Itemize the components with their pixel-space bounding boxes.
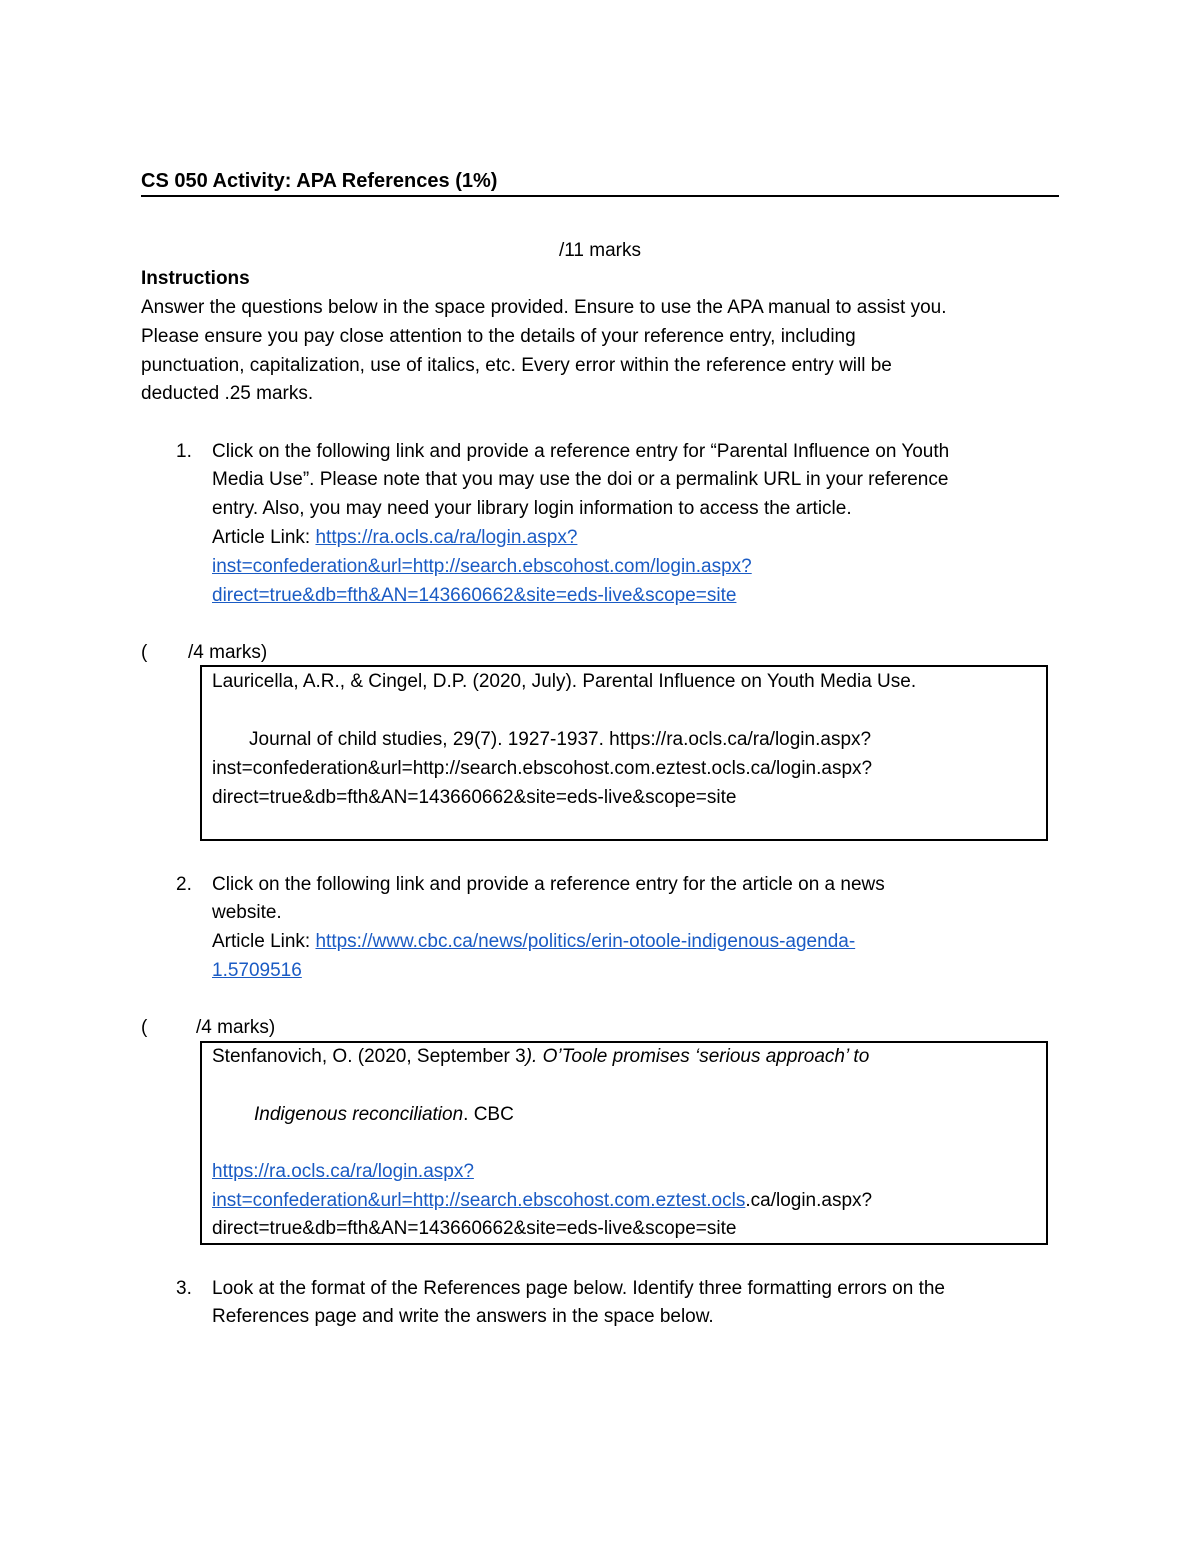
marks-paren: ( — [141, 642, 148, 663]
marks-paren: ( — [141, 1017, 148, 1038]
article-link-label: Article Link: — [212, 931, 316, 952]
marks-label: /4 marks) — [188, 642, 268, 663]
question-number: 1. — [176, 441, 192, 462]
article-link[interactable]: https://ra.ocls.ca/ra/login.aspx? — [315, 527, 578, 548]
article-link-label: Article Link: — [212, 527, 316, 548]
answer-text: direct=true&db=fth&AN=143660662&site=eds-live&scope=site — [212, 1218, 737, 1239]
answer-link[interactable]: inst=confederation&url=http://search.ebscohost.com.eztest.ocls — [212, 1190, 746, 1211]
question-text: website. — [212, 902, 282, 923]
article-link[interactable]: 1.5709516 — [212, 960, 302, 981]
article-link[interactable]: direct=true&db=fth&AN=143660662&site=eds-live&scope=site — [212, 585, 737, 606]
answer-text-plain: . CBC — [463, 1104, 514, 1125]
article-link-row — [212, 928, 855, 956]
answer-text-italic: Indigenous reconciliation — [254, 1104, 464, 1125]
answer-text-plain: Stenfanovich, O. (2020, September 3 — [212, 1046, 526, 1067]
answer-text: inst=confederation&url=http://search.ebscohost.com.eztest.ocls.ca/login.aspx? — [212, 758, 873, 779]
marks-label: /4 marks) — [196, 1017, 276, 1038]
instructions-line: Answer the questions below in the space provided. Ensure to use the APA manual to assist you. — [141, 297, 947, 318]
question-number: 3. — [176, 1278, 192, 1299]
instructions-line: punctuation, capitalization, use of italics, etc. Every error within the reference entry will be — [141, 355, 892, 376]
instructions-line: Please ensure you pay close attention to the details of your reference entry, including — [141, 326, 856, 347]
answer-text: Lauricella, A.R., & Cingel, D.P. (2020, July). Parental Influence on Youth Media Use. — [212, 671, 917, 692]
question-text: Media Use”. Please note that you may use the doi or a permalink URL in your reference — [212, 469, 949, 490]
answer-text-italic: ). O’Toole promises ‘serious approach’ to — [525, 1046, 870, 1067]
answer-text: Journal of child studies, 29(7). 1927-1937. https://ra.ocls.ca/ra/login.aspx? — [249, 729, 872, 750]
answer-link[interactable]: https://ra.ocls.ca/ra/login.aspx? — [212, 1161, 474, 1182]
answer-text — [254, 1101, 514, 1129]
question-text: Click on the following link and provide a reference entry for the article on a news — [212, 874, 885, 895]
instructions-line: deducted .25 marks. — [141, 383, 314, 404]
article-link[interactable]: https://www.cbc.ca/news/politics/erin-otoole-indigenous-agenda- — [315, 931, 856, 952]
page-title: CS 050 Activity: APA References (1%) — [141, 167, 1059, 197]
question-text: References page and write the answers in the space below. — [212, 1306, 714, 1327]
article-link[interactable]: inst=confederation&url=http://search.ebscohost.com/login.aspx? — [212, 556, 752, 577]
answer-text: direct=true&db=fth&AN=143660662&site=eds-live&scope=site — [212, 787, 737, 808]
answer-text — [212, 1187, 872, 1215]
question-text: entry. Also, you may need your library login information to access the article. — [212, 498, 852, 519]
instructions-heading: Instructions — [141, 268, 250, 289]
answer-text — [212, 1043, 869, 1071]
answer-text-plain: .ca/login.aspx? — [745, 1190, 873, 1211]
article-link-row — [212, 524, 577, 552]
question-text: Look at the format of the References page below. Identify three formatting errors on the — [212, 1278, 945, 1299]
total-marks: /11 marks — [558, 240, 641, 261]
question-number: 2. — [176, 874, 192, 895]
question-text: Click on the following link and provide a reference entry for “Parental Influence on Youth — [212, 441, 950, 462]
